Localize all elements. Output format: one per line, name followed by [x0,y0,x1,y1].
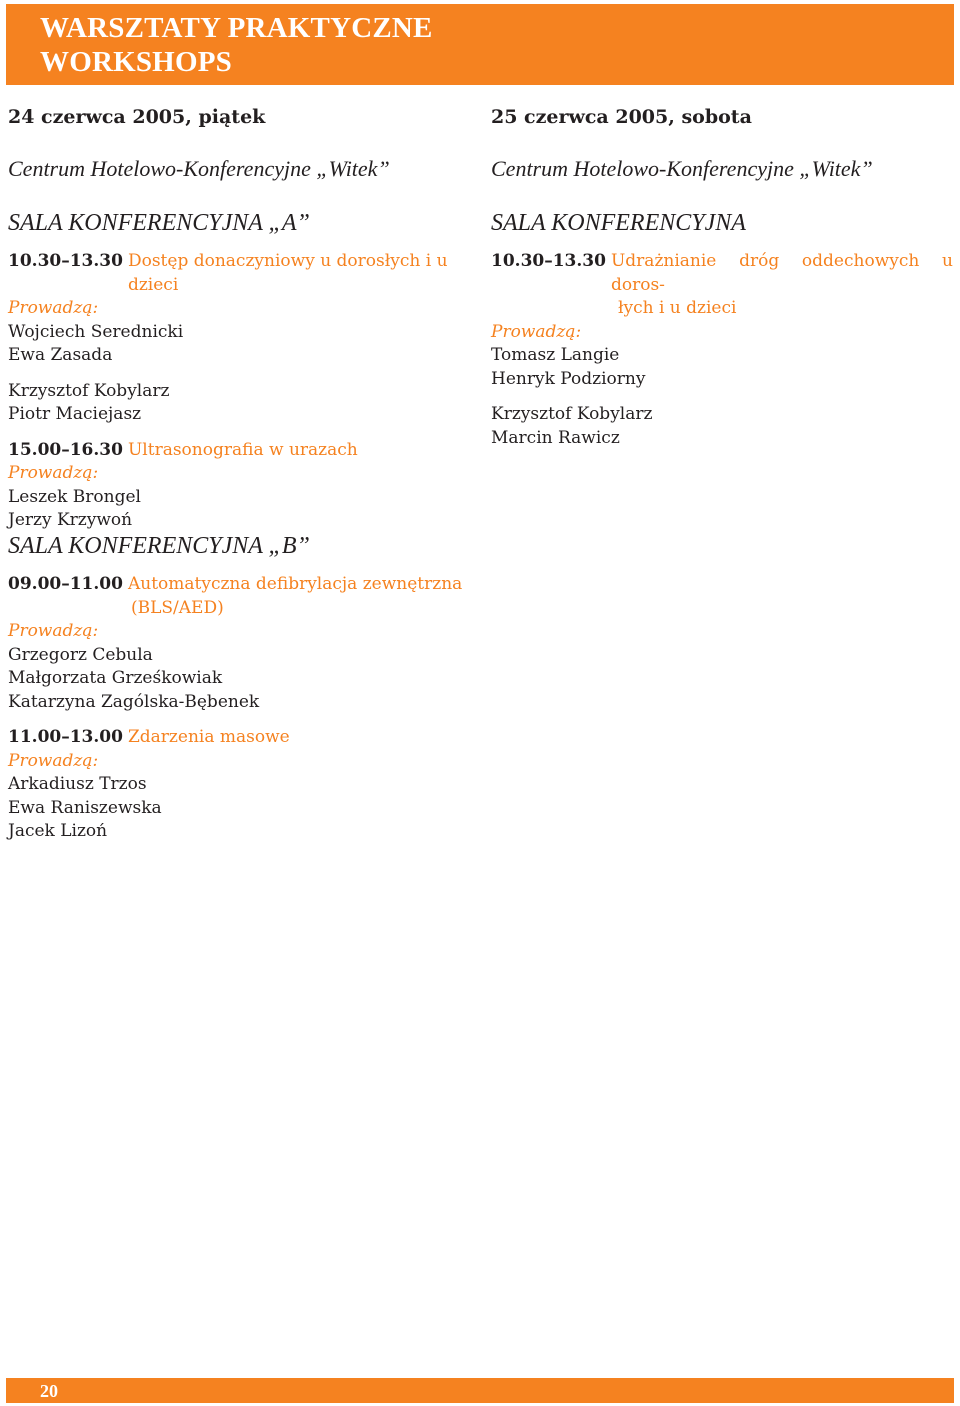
day1-venue: Centrum Hotelowo-Konferencyjne „Witek” [8,156,390,181]
room-b-section [8,533,470,856]
session-time: 09.00–11.00 [8,574,123,594]
session-topic-line-1: Udrażnianie dróg oddechowych u doros- [610,251,953,295]
title-line-2: WORKSHOPS [40,46,232,78]
person-name: Wojciech Serednicki [8,321,184,342]
session-time: 15.00–16.30 [8,439,123,460]
person-name: Grzegorz Cebula [8,644,153,665]
day1-date: 24 czerwca 2005, piątek [8,106,266,128]
day2-venue: Centrum Hotelowo-Konferencyjne „Witek” [491,156,873,181]
lead-label: Prowadzą: [8,750,99,771]
person-name: Leszek Brongel [8,486,141,507]
header-bar [6,4,954,85]
day1-column [8,104,470,545]
title-line-1: WARSZTATY PRAKTYCZNE [40,12,433,44]
session-header [491,250,953,321]
day2-column [491,104,953,462]
session-room-a-1 [8,250,470,427]
room-a-heading: SALA KONFERENCYJNA „A” [8,210,310,236]
session-topic: Dostęp donaczyniowy u dorosłych i u dzieci [127,251,448,295]
session-time: 10.30–13.30 [491,251,606,271]
person-name: Ewa Zasada [8,345,113,365]
person-name: Krzysztof Kobylarz [8,380,170,401]
session-topic [611,250,953,321]
person-name: Jerzy Krzywoń [8,510,133,530]
lead-label: Prowadzą: [491,321,582,342]
person-name: Henryk Podziorny [491,368,646,389]
session-header [8,439,470,463]
session-topic-line-2: (BLS/AED) [130,597,224,618]
page-number: 20 [40,1381,58,1401]
person-name: Ewa Raniszewska [8,797,162,818]
session-room-b-1 [8,573,470,714]
room-b-heading: SALA KONFERENCYJNA „B” [8,533,310,559]
day2-date: 25 czerwca 2005, sobota [491,106,752,128]
session-room-a-2 [8,439,470,533]
session-topic-line-1: Automatyczna defibrylacja zewnętrzna [127,574,463,594]
session-day2-1 [491,250,953,450]
lead-label: Prowadzą: [8,621,99,641]
session-header [8,250,470,297]
session-topic-line-2: łych i u dzieci [617,298,737,318]
lead-label: Prowadzą: [8,298,99,318]
session-time: 10.30–13.30 [8,251,123,271]
person-name: Katarzyna Zagólska-Bębenek [8,691,260,712]
person-name: Małgorzata Grześkowiak [8,668,223,688]
session-header [8,726,470,750]
footer-bar [6,1378,954,1403]
person-name: Krzysztof Kobylarz [491,404,653,424]
page-title [40,11,433,79]
session-topic: Zdarzenia masowe [127,727,290,747]
lead-label: Prowadzą: [8,463,99,483]
room-heading: SALA KONFERENCYJNA [491,210,746,236]
person-name: Tomasz Langie [491,345,620,365]
person-name: Arkadiusz Trzos [8,774,147,794]
person-name: Jacek Lizoń [8,821,108,841]
session-room-b-2 [8,726,470,844]
session-topic [128,573,470,620]
session-header [8,573,470,620]
person-name: Marcin Rawicz [491,427,620,448]
session-topic: Ultrasonografia w urazach [127,439,358,460]
session-time: 11.00–13.00 [8,727,123,747]
person-name: Piotr Maciejasz [8,404,142,424]
